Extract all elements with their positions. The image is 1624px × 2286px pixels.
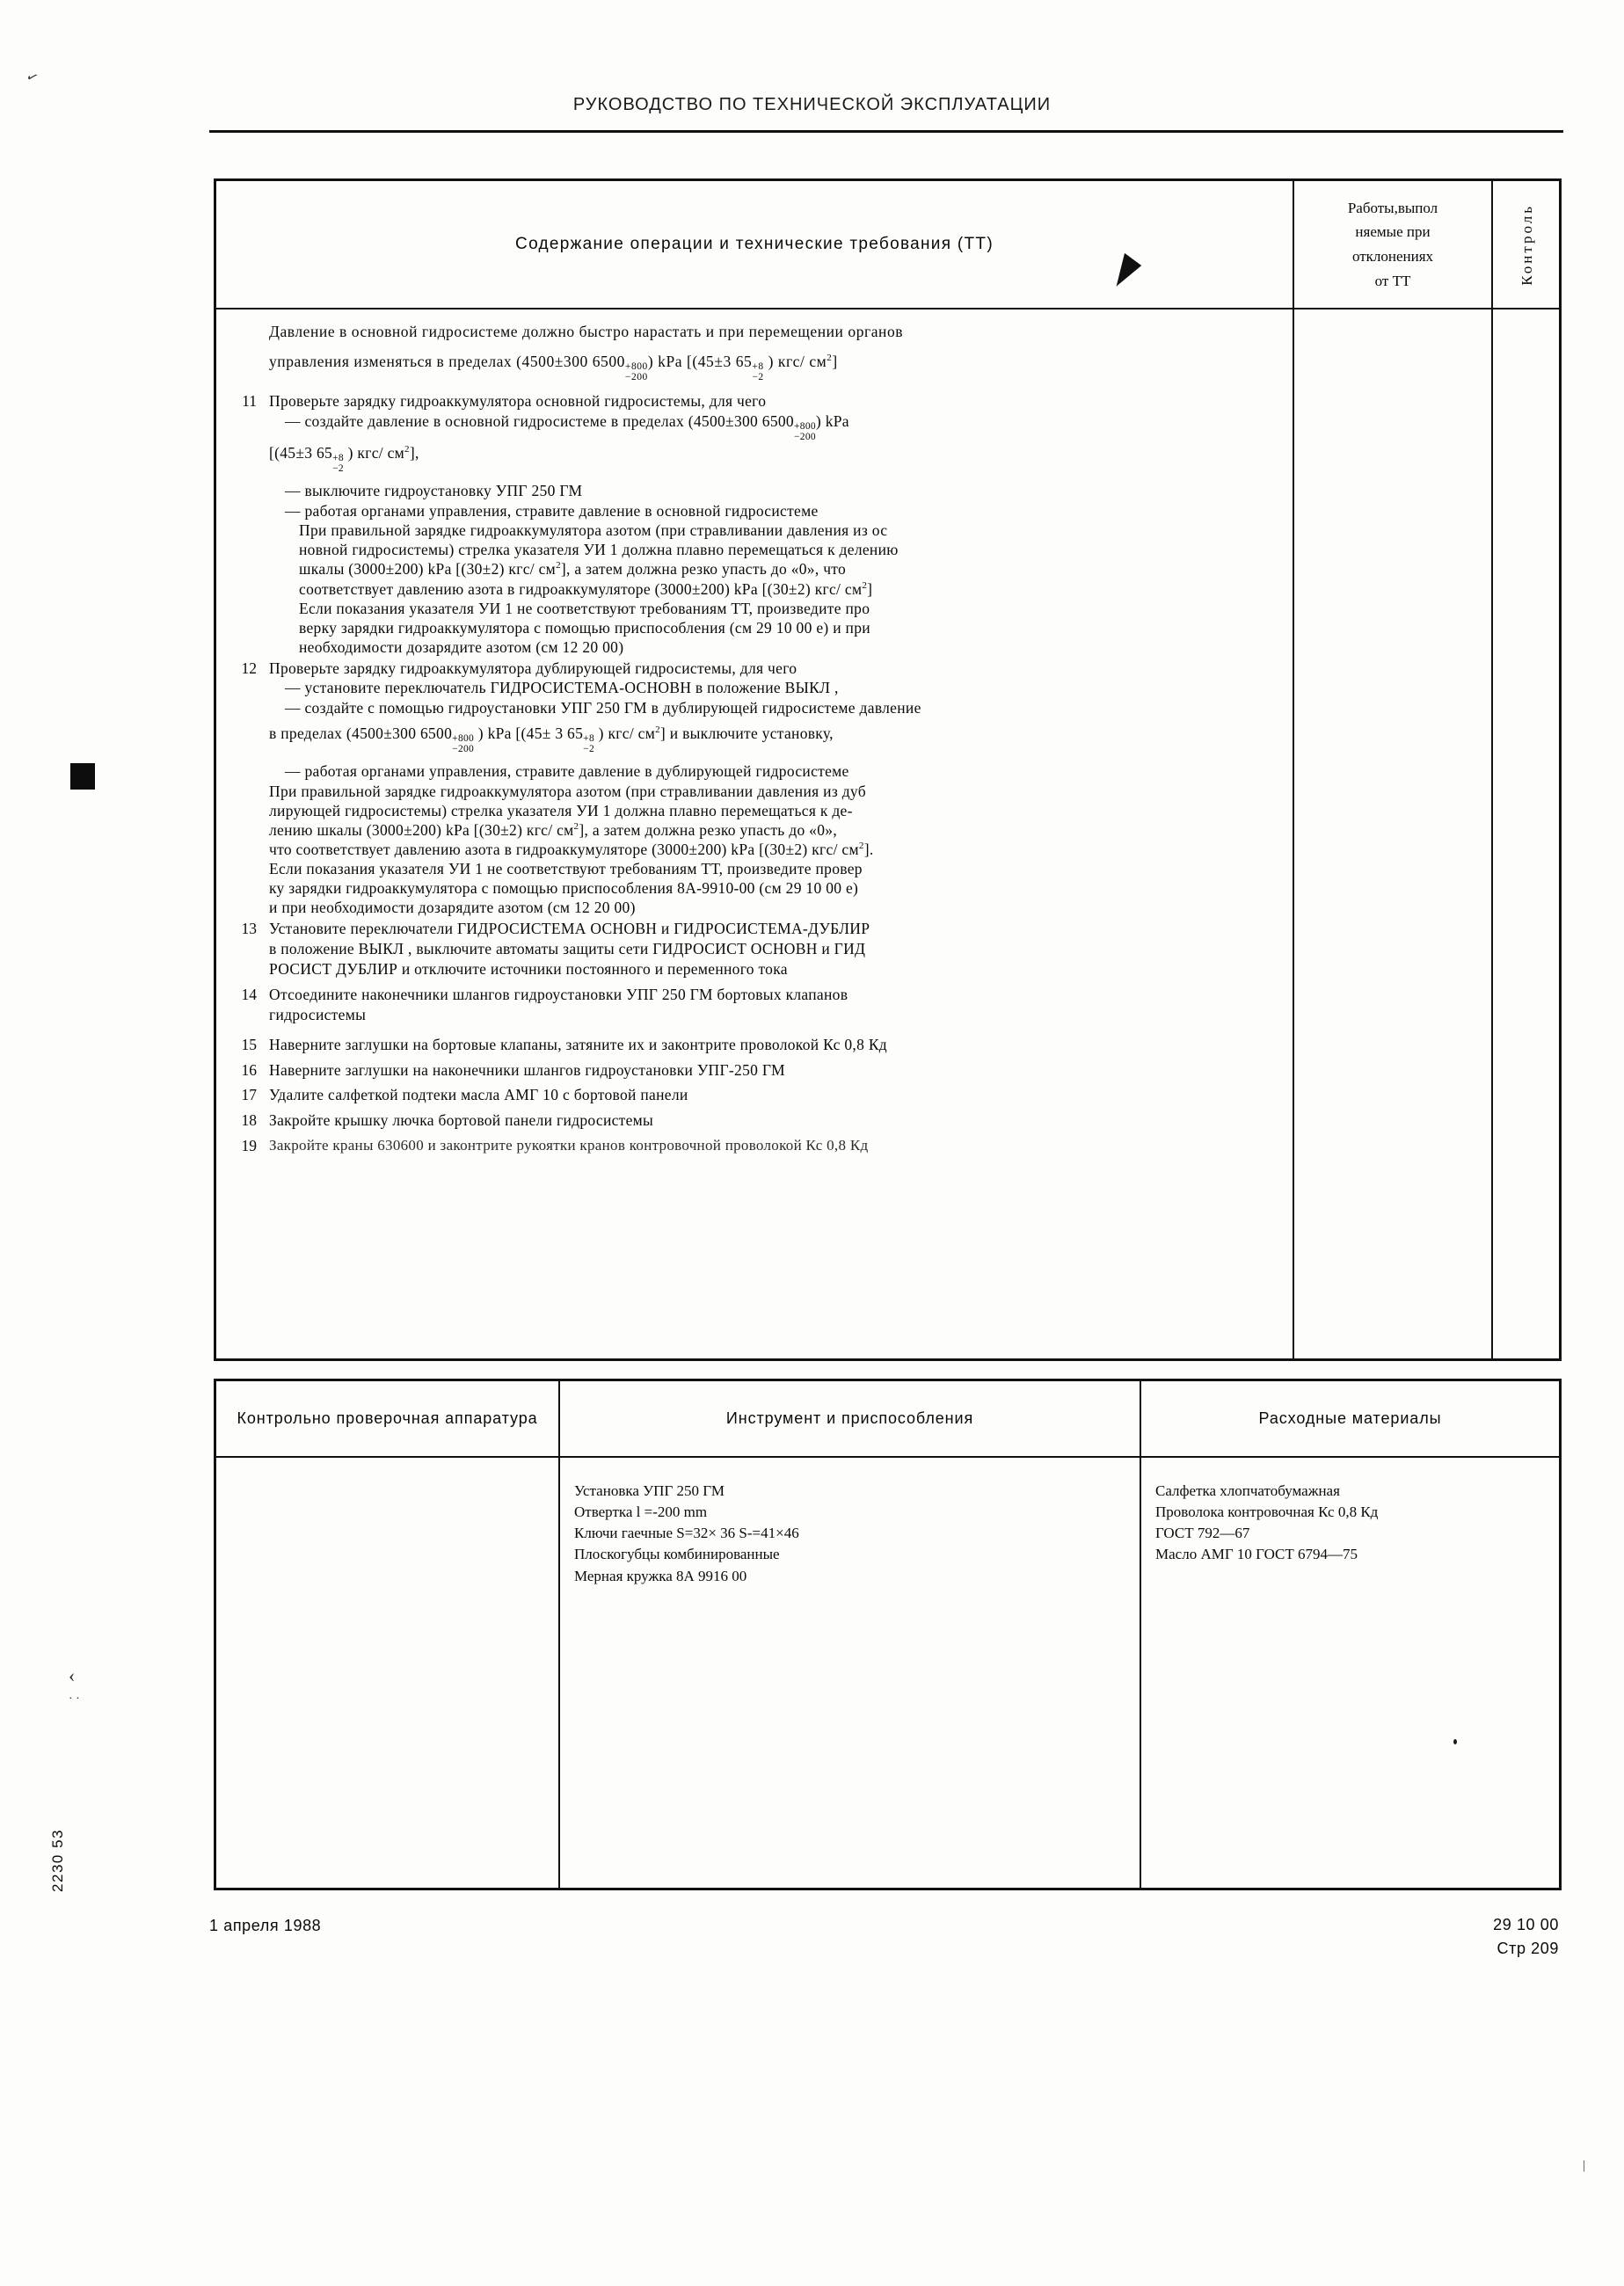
tolerance-fraction-2 — [752, 362, 763, 383]
operation-item-18 — [222, 1110, 1282, 1131]
item-18-line-1: Закройте крышку лючка бортовой панели гидросистемы — [269, 1111, 654, 1130]
tolerance-fraction — [332, 454, 344, 475]
resources-header-materials: Расходные материалы — [1258, 1409, 1442, 1427]
item-number: 17 — [241, 1086, 257, 1104]
item-number: 11 — [242, 391, 257, 410]
unit-exponent: 2 — [858, 841, 864, 852]
item-11-note-line-3 — [269, 559, 1278, 579]
item-11-note-line-4-b: ] — [867, 579, 873, 598]
item-number: 16 — [241, 1060, 257, 1079]
material-item: Проволока контровочная Кс 0,8 Кд — [1155, 1503, 1379, 1521]
item-12-note-line-7: и при необходимости дозарядите азотом (см 12 20 00) — [269, 899, 636, 917]
material-item: Масло АМГ 10 ГОСТ 6794—75 — [1155, 1546, 1358, 1563]
margin-tick-top: ✓ — [23, 68, 41, 87]
column-header-content-label: Содержание операции и технические требования (ТТ) — [515, 235, 994, 253]
item-12-line-5: — работая органами управления, стравите давление в дублирующей гидросистеме — [285, 762, 849, 781]
item-12-note-line-3 — [269, 820, 1278, 840]
item-17-line-1: Удалите салфеткой подтеки масла АМГ 10 с бортовой панели — [269, 1086, 688, 1104]
item-11-note-line-3-a: шкалы (3000±200) kPa [(30±2) кгс/ см — [299, 560, 557, 579]
operation-item-14 — [222, 985, 1282, 1025]
footer-date: 1 апреля 1988 — [209, 1917, 322, 1934]
table-divider-2 — [1491, 181, 1493, 1358]
item-14-line-1: Отсоедините наконечники шлангов гидроустановки УПГ 250 ГМ бортовых клапанов — [269, 986, 848, 1004]
resources-header-tools: Инструмент и приспособления — [725, 1409, 974, 1427]
resources-header-equipment: Контрольно проверочная аппаратура — [237, 1409, 538, 1427]
margin-tick-edge: | — [1583, 2159, 1586, 2173]
unit-exponent: 2 — [556, 560, 561, 572]
item-15-line-1: Наверните заглушки на бортовые клапаны, затяните их и законтрите проволокой Кс 0,8 Кд — [269, 1035, 888, 1053]
tolerance-fraction-2 — [583, 734, 594, 755]
item-12-line-4-a: в пределах (4500±300 6500 — [269, 724, 453, 742]
operation-item-19 — [222, 1136, 1282, 1155]
item-12-note-line-4 — [269, 840, 1278, 859]
deviations-line-3: отклонениях — [1351, 248, 1434, 265]
tolerance-upper-2: +8 — [752, 360, 764, 372]
tolerance-lower: −200 — [624, 371, 648, 382]
tolerance-lower: −2 — [332, 462, 344, 474]
tool-item: Отвертка l =-200 mm — [574, 1503, 708, 1521]
margin-change-marker — [70, 763, 95, 790]
item-11-line-3-c: ], — [409, 443, 419, 462]
tolerance-lower-2: −2 — [752, 371, 764, 382]
item-number: 14 — [241, 986, 257, 1004]
intro-line-2-a: управления изменяться в пределах (4500±300 6500 — [269, 352, 625, 370]
item-11-note-line-6: верку зарядки гидроаккумулятора с помощью приспособления (см 29 10 00 е) и при — [299, 618, 870, 637]
item-13-line-3: РОСИСТ ДУБЛИР и отключите источники постоянного и переменного тока — [269, 959, 788, 978]
item-12-line-4 — [269, 724, 1278, 755]
resources-cell-materials — [1141, 1458, 1562, 1566]
item-number: 19 — [241, 1136, 257, 1154]
item-11-note-line-2: новной гидросистемы) стрелка указателя УИ 1 должна плавно перемещаться к делению — [299, 541, 899, 559]
item-11-note-line-7: необходимости дозарядите азотом (см 12 20 00) — [299, 637, 624, 656]
unit-exponent: 2 — [655, 724, 660, 736]
intro-paragraph — [222, 322, 1282, 383]
tolerance-upper: +800 — [793, 420, 816, 432]
item-number: 12 — [241, 659, 257, 677]
tolerance-fraction — [794, 422, 816, 443]
resources-table — [214, 1379, 1562, 1890]
item-11-note-line-4-a: соответствует давлению азота в гидроаккумуляторе (3000±200) kPa [(30±2) кгс/ см — [299, 579, 863, 598]
tool-item: Мерная кружка 8А 9916 00 — [574, 1567, 747, 1584]
item-number: 18 — [241, 1111, 257, 1130]
material-item: ГОСТ 792—67 — [1155, 1525, 1250, 1542]
tool-item: Плоскогубцы комбинированные — [574, 1546, 780, 1563]
item-11-title: Проверьте зарядку гидроаккумулятора основной гидросистемы, для чего — [269, 391, 767, 410]
control-label: Контроль — [1518, 203, 1535, 286]
item-12-title: Проверьте зарядку гидроаккумулятора дублирующей гидросистемы, для чего — [269, 659, 797, 677]
running-header: РУКОВОДСТВО ПО ТЕХНИЧЕСКОЙ ЭКСПЛУАТАЦИИ — [572, 95, 1052, 114]
item-12-note — [269, 782, 1278, 917]
deviations-line-1: Работы,выпол — [1347, 199, 1438, 216]
item-13-line-1: Установите переключатели ГИДРОСИСТЕМА ОСНОВН и ГИДРОСИСТЕМА-ДУБЛИР — [269, 920, 870, 938]
column-header-deviations — [1294, 181, 1491, 308]
item-13-line-2: в положение ВЫКЛ , выключите автоматы защиты сети ГИДРОСИСТ ОСНОВН и ГИД — [269, 939, 866, 957]
item-12-note-line-3-a: лению шкалы (3000±200) kPa [(30±2) кгс/ см — [269, 820, 574, 839]
tolerance-fraction — [452, 734, 474, 755]
item-12-note-line-2: лирующей гидросистемы) стрелка указателя УИ 1 должна плавно перемещаться к де- — [269, 801, 853, 819]
item-12-line-2: — установите переключатель ГИДРОСИСТЕМА-ОСНОВН в положение ВЫКЛ , — [285, 679, 839, 697]
tolerance-lower: −200 — [452, 744, 475, 755]
operation-item-17 — [222, 1085, 1282, 1105]
intro-line-1: Давление в основной гидросистеме должно быстро нарастать и при перемещении органов — [269, 323, 904, 340]
unit-exponent: 2 — [573, 821, 579, 833]
item-11-note — [269, 521, 1278, 656]
operation-item-15 — [222, 1035, 1282, 1055]
item-19-line-1: Закройте краны 630600 и законтрите рукоятки кранов контровочной проволокой Кс 0,8 Кд — [269, 1136, 869, 1154]
item-12-line-4-d: ] и выключите установку, — [659, 724, 834, 742]
intro-line-2-d: ] — [832, 352, 838, 370]
tolerance-upper: +800 — [624, 360, 648, 372]
tolerance-upper: +8 — [332, 452, 344, 463]
operations-content — [216, 309, 1291, 1361]
operations-table — [214, 178, 1562, 1361]
intro-line-2-b: ) kPa [(45±3 65 — [647, 352, 753, 370]
item-number: 13 — [241, 920, 257, 938]
deviations-line-4: от ТТ — [1374, 272, 1411, 289]
resources-cell-tools — [560, 1458, 1140, 1587]
operation-item-11 — [222, 391, 1282, 657]
unit-exponent: 2 — [827, 352, 833, 363]
tolerance-upper: +800 — [452, 733, 475, 745]
tolerance-lower: −200 — [793, 431, 816, 442]
operation-item-12 — [222, 659, 1282, 917]
footer-reference — [1493, 1913, 1559, 1962]
footer-page-number: Стр 209 — [1497, 1940, 1559, 1958]
item-12-note-line-4-a: что соответствует давлению азота в гидроаккумуляторе (3000±200) kPa [(30±2) кгс/ см — [269, 840, 859, 858]
operation-item-16 — [222, 1060, 1282, 1081]
operation-item-13 — [222, 919, 1282, 979]
item-11-note-line-3-b: ], а затем должна резко упасть до «0», что — [560, 560, 847, 579]
item-12-note-line-5: Если показания указателя УИ 1 не соответствуют требованиям ТТ, произведите провер — [269, 860, 863, 878]
material-item: Салфетка хлопчатобумажная — [1155, 1482, 1340, 1499]
margin-tick-lower: ‹ · · — [69, 1664, 80, 1706]
unit-exponent: 2 — [862, 579, 868, 591]
tolerance-upper-2: +8 — [583, 733, 594, 745]
item-12-line-4-b: ) kPa [(45± 3 65 — [474, 724, 584, 742]
intro-line-2-c: ) кгс/ см — [763, 352, 827, 370]
item-11-line-2 — [269, 411, 1278, 443]
item-16-line-1: Наверните заглушки на наконечники шлангов гидроустановки УПГ-250 ГМ — [269, 1060, 785, 1079]
tool-item: Установка УПГ 250 ГМ — [574, 1482, 725, 1499]
item-14-line-2: гидросистемы — [269, 1006, 367, 1024]
footer-doc-code: 29 10 00 — [1493, 1916, 1559, 1933]
item-11-line-4: — выключите гидроустановку УПГ 250 ГМ — [285, 481, 583, 499]
intro-line-2 — [269, 352, 1275, 383]
item-11-line-3-b: ) кгс/ см — [343, 443, 405, 462]
item-11-line-5: — работая органами управления, стравите давление в основной гидросистеме — [285, 501, 819, 520]
tool-item: Ключи гаечные S=32× 36 S-=41×46 — [574, 1525, 799, 1542]
item-11-line-3-a: [(45±3 65 — [269, 443, 333, 462]
item-11-note-line-4 — [269, 579, 1278, 599]
item-12-note-line-6: ку зарядки гидроаккумулятора с помощью приспособления 8А-9910-00 (см 29 10 00 е) — [269, 879, 859, 898]
resources-cell-equipment — [216, 1458, 558, 1481]
item-number: 15 — [241, 1035, 257, 1053]
item-11-note-line-5: Если показания указателя УИ 1 не соответствуют требованиям ТТ, произведите про — [299, 599, 870, 617]
item-12-line-4-c: ) кгс/ см — [594, 724, 656, 742]
item-12-line-3: — создайте с помощью гидроустановки УПГ 250 ГМ в дублирующей гидросистеме давление — [285, 699, 921, 717]
item-12-note-line-3-b: ], а затем должна резко упасть до «0», — [579, 820, 837, 839]
unit-exponent: 2 — [404, 443, 410, 455]
item-12-note-line-4-b: ]. — [863, 840, 874, 858]
item-11-line-2-a: — создайте давление в основной гидросистеме в пределах (4500±300 6500 — [285, 411, 794, 430]
item-11-note-line-1: При правильной зарядке гидроаккумулятора азотом (при стравливании давления из ос — [299, 521, 888, 540]
tolerance-fraction — [625, 362, 648, 383]
column-header-control — [1493, 181, 1562, 308]
table-divider-1 — [1293, 181, 1294, 1358]
deviations-line-2: няемые при — [1355, 223, 1431, 241]
tolerance-lower-2: −2 — [583, 744, 594, 755]
item-11-line-2-b: ) kPa — [815, 411, 849, 430]
header-rule — [209, 130, 1563, 133]
item-11-line-3 — [269, 443, 1278, 475]
side-margin-code: 2230 53 — [49, 1829, 66, 1892]
item-12-note-line-1: При правильной зарядке гидроаккумулятора азотом (при стравливании давления из дуб — [269, 782, 866, 800]
scan-artifact-dot — [1453, 1739, 1457, 1744]
